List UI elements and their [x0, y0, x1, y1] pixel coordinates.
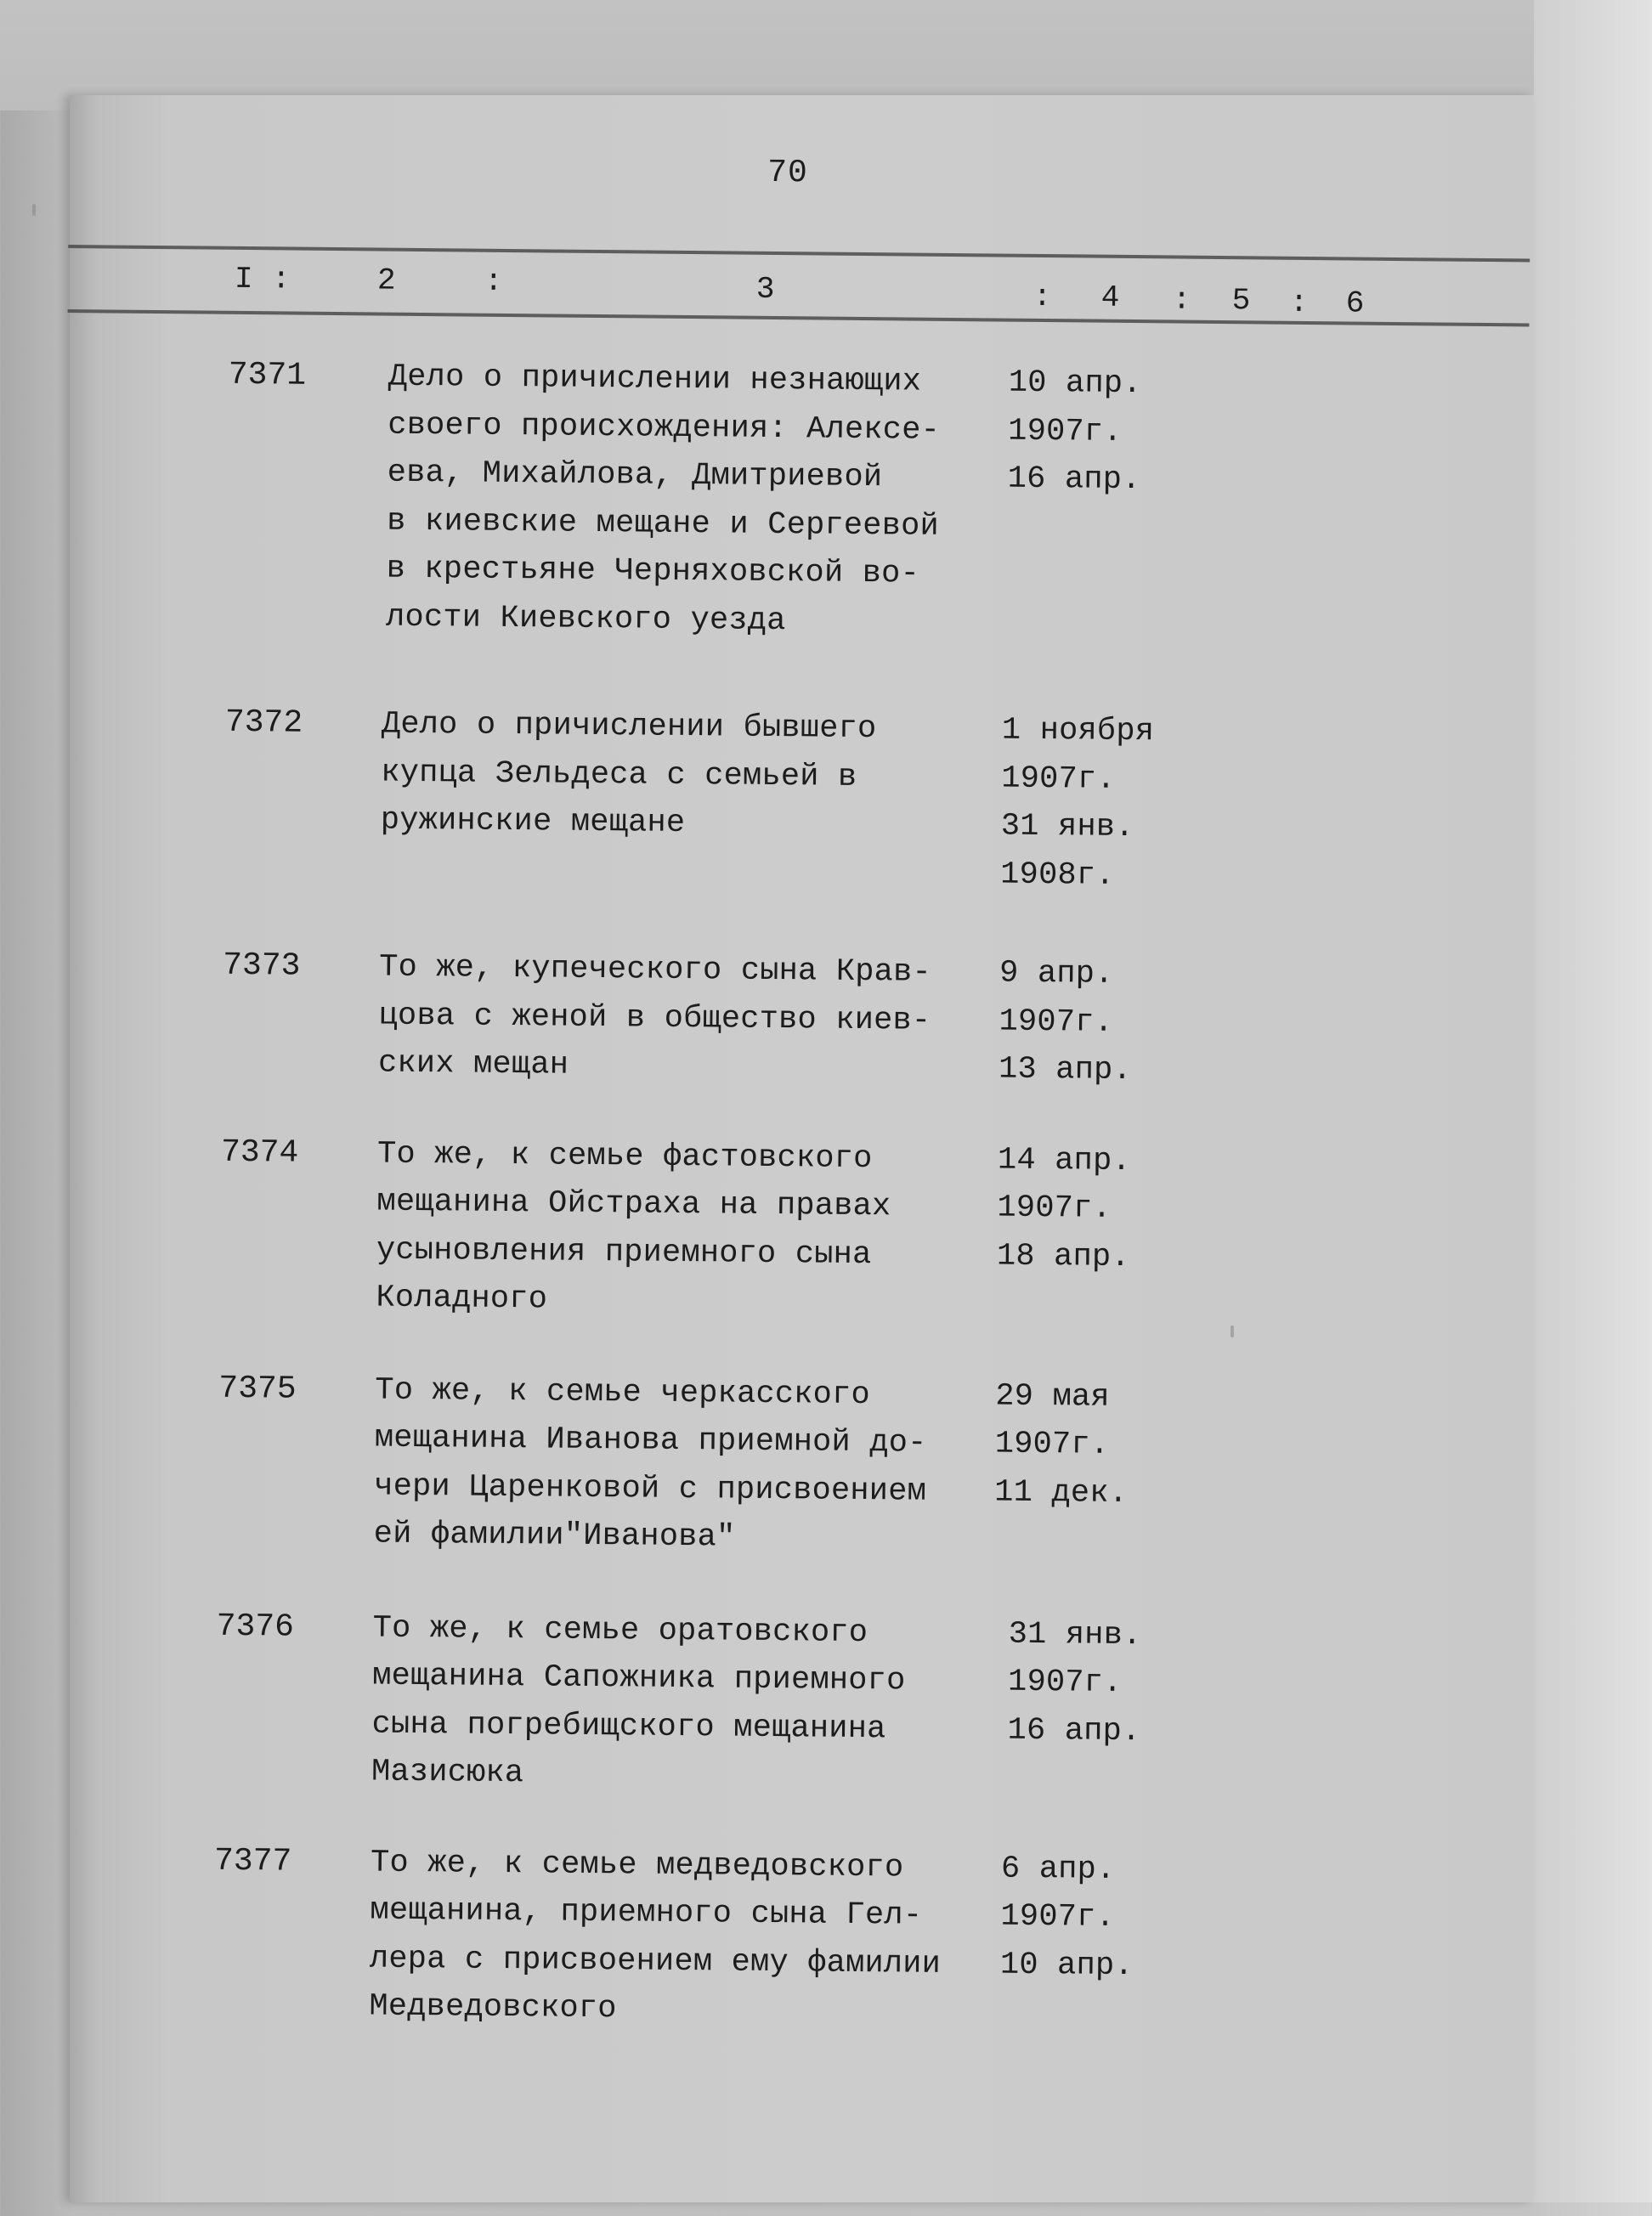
- entry-number: 7372: [224, 704, 303, 742]
- entry-date-line: 1907г.: [997, 1190, 1112, 1227]
- entry-number: 7374: [220, 1133, 299, 1172]
- entry-number: 7376: [216, 1608, 295, 1646]
- inventory-entry: [54, 1601, 1517, 1807]
- entry-dates: [1000, 1845, 1172, 1990]
- header-rule-bottom: [68, 309, 1530, 327]
- paper-speck: [1231, 1326, 1234, 1337]
- entry-title-line: То же, к семье черкасского: [375, 1372, 871, 1413]
- entry-title-line: цова с женой в общество киев-: [378, 998, 931, 1039]
- inventory-entry: [56, 1363, 1519, 1569]
- entry-date-line: 1907г.: [1000, 1898, 1116, 1936]
- column-header-3: 3: [755, 271, 775, 307]
- entry-dates: [999, 950, 1170, 1095]
- photo-background-right: [1534, 0, 1652, 2202]
- entry-date-line: 1907г.: [1007, 1664, 1123, 1701]
- entry-number: 7373: [222, 947, 301, 985]
- page-content: [49, 95, 1534, 2216]
- entry-title: [386, 353, 1009, 647]
- entry-date-line: 29 мая: [995, 1378, 1110, 1416]
- entry-date-line: 6 апр.: [1000, 1851, 1116, 1888]
- entry-date-line: 18 апр.: [996, 1238, 1130, 1275]
- entry-number: 7375: [218, 1370, 297, 1408]
- header-rule-top: [68, 245, 1530, 263]
- entry-title: [381, 701, 1003, 851]
- entry-dates: [1007, 1610, 1179, 1755]
- column-header-5: 5: [1231, 283, 1251, 319]
- entry-title-line: мещанина Иванова приемной до-: [374, 1420, 927, 1461]
- entry-date-line: 1907г.: [1001, 760, 1116, 798]
- column-separator: :: [1289, 285, 1309, 320]
- entry-date-line: 31 янв.: [1008, 1616, 1142, 1654]
- entry-title-line: ей фамилии"Иванова": [373, 1516, 736, 1556]
- document-page: [70, 95, 1534, 2202]
- entry-title-line: усыновления приемного сына: [376, 1232, 872, 1273]
- entry-date-line: 11 дек.: [994, 1474, 1129, 1512]
- inventory-entry: [51, 1835, 1514, 2042]
- column-separator: :: [484, 263, 503, 299]
- entry-dates: [1000, 707, 1172, 901]
- entry-title-line: чери Царенковой с присвоением: [374, 1468, 927, 1510]
- entry-title: [371, 1604, 993, 1802]
- page-number: 70: [767, 154, 808, 192]
- paper-speck: [32, 204, 36, 216]
- entry-title: [373, 1366, 995, 1564]
- entry-dates: [994, 1372, 1166, 1518]
- entry-title-line: мещанина, приемного сына Гел-: [370, 1892, 923, 1934]
- inventory-entry: [58, 1127, 1521, 1333]
- entry-date-line: 10 апр.: [1008, 365, 1142, 403]
- column-separator: :: [271, 262, 291, 297]
- entry-date-line: 1907г.: [1008, 413, 1123, 450]
- entry-number: 7377: [213, 1842, 292, 1880]
- column-separator: :: [1032, 279, 1052, 315]
- entry-title-line: мещанина Ойстраха на правах: [376, 1184, 891, 1225]
- entry-date-line: 16 апр.: [1007, 1712, 1141, 1750]
- entry-date-line: 1908г.: [1000, 856, 1115, 894]
- entry-date-line: 10 апр.: [999, 1947, 1134, 1984]
- column-header-6: 6: [1345, 285, 1365, 321]
- entry-title-line: сына погребищского мещанина: [371, 1706, 886, 1747]
- entry-title-line: ева, Михайлова, Дмитриевой: [387, 455, 883, 496]
- entry-title-line: своего происхождения: Алексе-: [388, 407, 941, 449]
- entry-title-line: лера с присвоением ему фамилии: [369, 1940, 942, 1982]
- entry-title-line: Дело о причислении незнающих: [388, 359, 922, 400]
- entry-date-line: 13 апр.: [998, 1051, 1133, 1089]
- entry-title: [369, 1839, 991, 2037]
- inventory-entries: [54, 350, 1529, 2027]
- entry-title-line: лости Киевского уезда: [385, 599, 786, 639]
- entry-title-line: То же, к семье оратовского: [372, 1610, 868, 1651]
- entry-date-line: 9 апр.: [999, 955, 1114, 992]
- inventory-entry: [60, 941, 1524, 1099]
- column-header-2: 2: [376, 263, 396, 298]
- entry-date-line: 16 апр.: [1007, 461, 1141, 499]
- entry-title: [376, 1130, 998, 1328]
- column-header-1: I: [234, 261, 253, 297]
- entry-title-line: То же, к семье медведовского: [370, 1844, 904, 1886]
- entry-title-line: в киевские мещане и Сергеевой: [387, 503, 940, 545]
- entry-title-line: Дело о причислении бывшего: [381, 706, 877, 748]
- inventory-entry: [62, 698, 1525, 904]
- entry-dates: [997, 1136, 1168, 1281]
- inventory-entry: [65, 350, 1529, 652]
- photo-background-top: [0, 0, 1652, 110]
- column-separator: :: [1172, 282, 1191, 318]
- entry-title-line: купца Зельдеса с семьей в: [381, 755, 857, 795]
- entry-title-line: в крестьяне Черняховской во-: [386, 551, 920, 592]
- entry-title-line: ских мещан: [377, 1045, 569, 1083]
- entry-title-line: ружинские мещане: [380, 802, 686, 841]
- entry-date-line: 31 янв.: [1000, 808, 1134, 846]
- entry-title-line: То же, к семье фастовского: [376, 1136, 873, 1177]
- entry-title-line: Мазисюка: [371, 1754, 524, 1792]
- entry-title-line: То же, купеческого сына Крав-: [378, 949, 932, 991]
- entry-date-line: 1907г.: [994, 1426, 1110, 1463]
- entry-date-line: 1 ноября: [1001, 712, 1155, 750]
- entry-number: 7371: [228, 356, 307, 394]
- entry-title-line: Коладного: [376, 1280, 548, 1318]
- column-header-4: 4: [1100, 280, 1120, 315]
- entry-title-line: мещанина Сапожника приемного: [371, 1658, 906, 1699]
- entry-title-line: Медведовского: [369, 1988, 617, 2027]
- entry-title: [378, 944, 1000, 1094]
- entry-date-line: 1907г.: [999, 1003, 1114, 1041]
- entry-dates: [1007, 359, 1179, 505]
- entry-date-line: 14 апр.: [997, 1142, 1132, 1179]
